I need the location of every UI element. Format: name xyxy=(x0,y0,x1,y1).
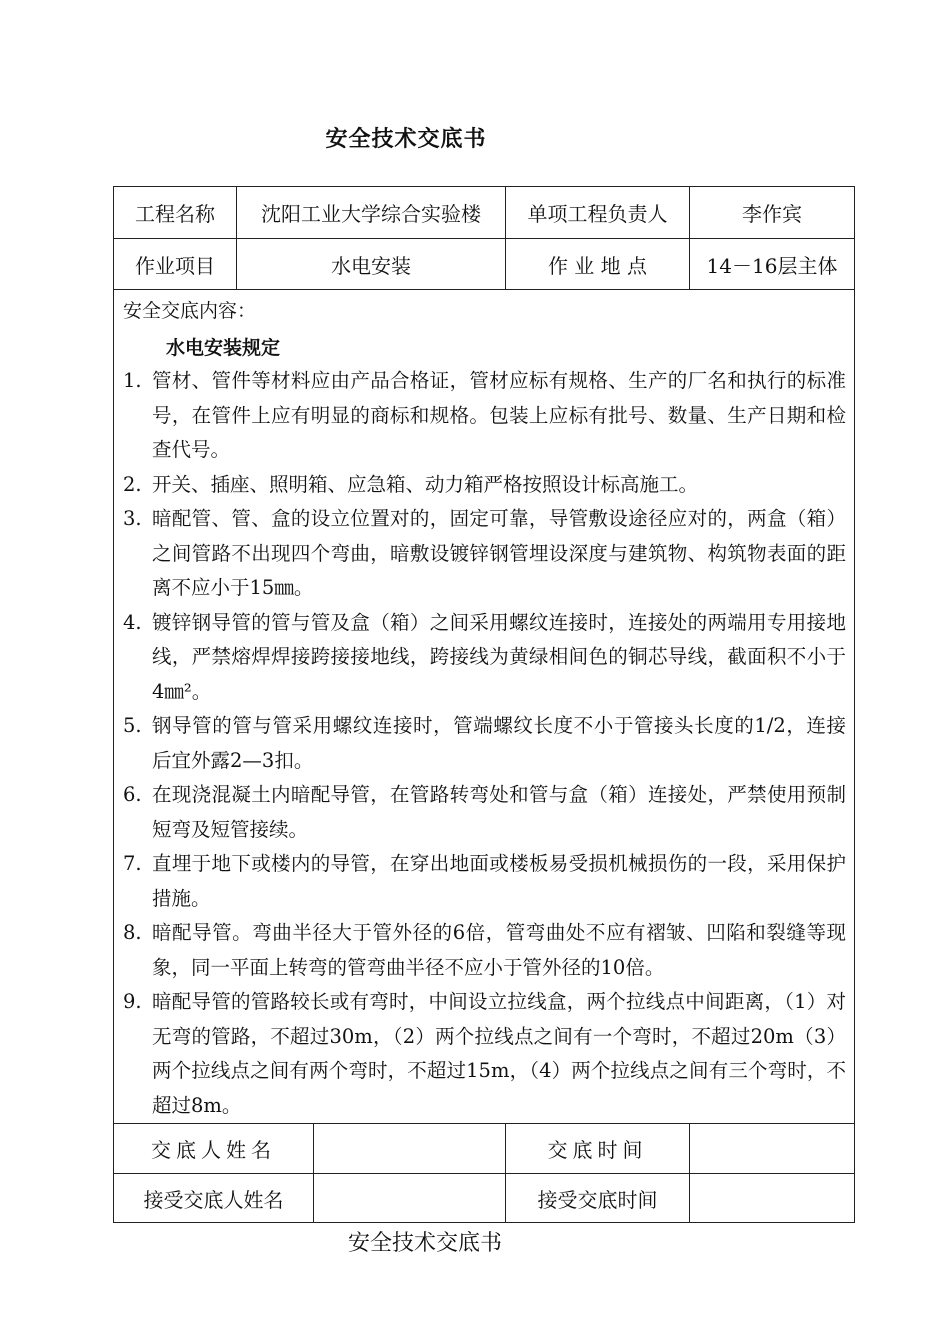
project-name-value: 沈阳工业大学综合实验楼 xyxy=(237,187,506,238)
list-item xyxy=(114,606,854,710)
item-number: 4. xyxy=(123,610,142,634)
list-item xyxy=(114,778,854,847)
disclosure-time-label: 交底时间 xyxy=(506,1124,690,1173)
manager-value: 李作宾 xyxy=(742,202,802,226)
table-row-work xyxy=(114,239,854,290)
discloser-label: 交底人姓名 xyxy=(114,1124,314,1173)
item-number: 9. xyxy=(123,990,142,1013)
document-title: 安全技术交底书 xyxy=(325,127,487,152)
item-number: 1. xyxy=(123,369,142,392)
item-text: 暗配导管的管路较长或有弯时，中间设立拉线盒，两个拉线点中间距离，（1）对无弯的管路，不超过30m，（2）两个拉线点之间有一个弯时，不超过20m（3）两个拉线点之间有两个弯时，不超过15m，（4）两个拉线点之间有三个弯时，不超过8m。 xyxy=(152,990,846,1117)
table-row-receiver xyxy=(114,1174,854,1222)
receiver-name-field[interactable] xyxy=(314,1174,506,1222)
list-item xyxy=(114,468,854,503)
list-item xyxy=(114,847,854,916)
receive-time-field[interactable] xyxy=(690,1174,854,1222)
item-text: 暗配管、管、盒的设立位置对的，固定可靠，导管敷设途径应对的，两盒（箱）之间管路不出现四个弯曲，暗敷设镀锌钢管埋设深度与建筑物、构筑物表面的距离不应小于15㎜。 xyxy=(152,507,846,599)
item-number: 2. xyxy=(123,472,142,496)
item-text: 直埋于地下或楼内的导管，在穿出地面或楼板易受损机械损伤的一段，采用保护措施。 xyxy=(152,852,846,910)
table-row-project xyxy=(114,187,854,239)
item-number: 5. xyxy=(123,714,142,737)
work-item-label: 作业项目 xyxy=(114,239,237,289)
receive-time-label: 接受交底时间 xyxy=(506,1174,690,1222)
location-label: 作 业 地 点 xyxy=(506,239,690,289)
item-text: 在现浇混凝土内暗配导管，在管路转弯处和管与盒（箱）连接处，严禁使用预制短弯及短管接续。 xyxy=(152,783,846,841)
item-number: 7. xyxy=(123,852,142,875)
discloser-name-field[interactable] xyxy=(314,1124,506,1173)
table-row-discloser xyxy=(114,1124,854,1174)
list-item xyxy=(114,916,854,985)
content-heading: 水电安装规定 xyxy=(166,337,281,359)
item-number: 6. xyxy=(123,783,142,806)
item-text: 暗配导管。弯曲半径大于管外径的6倍，管弯曲处不应有褶皱、凹陷和裂缝等现象，同一平面上转弯的管弯曲半径不应小于管外径的10倍。 xyxy=(152,921,846,979)
item-text: 开关、插座、照明箱、应急箱、动力箱严格按照设计标高施工。 xyxy=(152,472,699,496)
item-text: 钢导管的管与管采用螺纹连接时，管端螺纹长度不小于管接头长度的1/2，连接后宜外露2—3扣。 xyxy=(152,714,846,772)
list-item xyxy=(114,364,854,468)
work-item-value: 水电安装 xyxy=(237,239,506,289)
list-item xyxy=(114,502,854,606)
item-text: 镀锌钢导管的管与管及盒（箱）之间采用螺纹连接时，连接处的两端用专用接地线，严禁熔焊焊接跨接接地线，跨接线为黄绿相间色的铜芯导线，截面积不小于4㎜²。 xyxy=(152,610,846,703)
list-item xyxy=(114,985,854,1123)
project-name-label: 工程名称 xyxy=(114,187,237,238)
disclosure-time-field[interactable] xyxy=(690,1124,854,1173)
next-page-title: 安全技术交底书 xyxy=(347,1231,502,1256)
content-label: 安全交底内容： xyxy=(123,300,257,322)
disclosure-form-table xyxy=(113,186,855,1223)
item-text: 管材、管件等材料应由产品合格证，管材应标有规格、生产的厂名和执行的标准号，在管件上应有明显的商标和规格。包装上应标有批号、数量、生产日期和检查代号。 xyxy=(152,369,846,461)
receiver-label: 接受交底人姓名 xyxy=(114,1174,314,1222)
safety-content-section xyxy=(114,290,854,1124)
item-number: 8. xyxy=(123,921,142,944)
list-item xyxy=(114,709,854,778)
item-number: 3. xyxy=(123,507,142,530)
rules-list xyxy=(114,364,854,1123)
manager-label: 单项工程负责人 xyxy=(506,187,690,238)
location-value: 14－16层主体 xyxy=(706,253,838,278)
